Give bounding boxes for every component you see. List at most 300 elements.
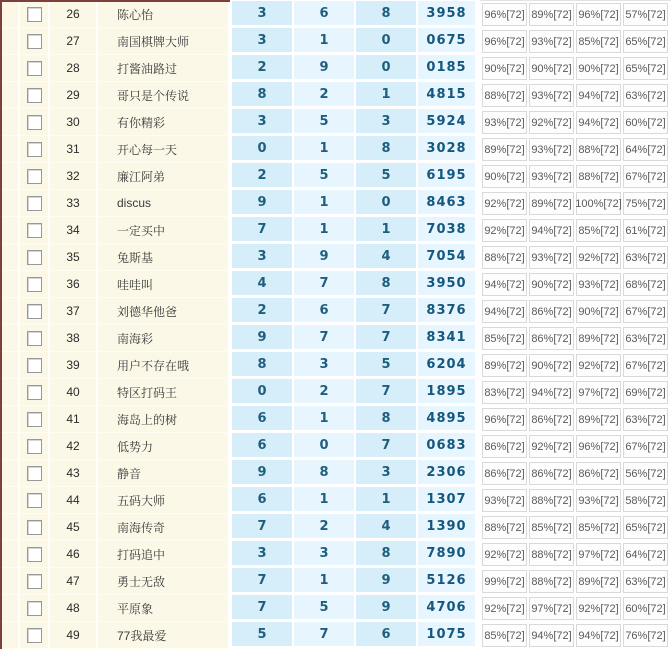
rank-number: 35 <box>66 250 80 264</box>
pct-value-2: 94%[72] <box>529 624 574 647</box>
pct-value-2: 92%[72] <box>529 435 574 458</box>
pct-value-1: 88%[72] <box>482 516 527 539</box>
pct-cell-1 <box>481 568 528 595</box>
pct-cell-3 <box>575 109 622 136</box>
code-cell <box>418 244 475 271</box>
digit-3: 6 <box>381 626 391 642</box>
rank-number: 36 <box>66 277 80 291</box>
pct-cell-2 <box>528 136 575 163</box>
pct-cell-3 <box>575 28 622 55</box>
table-row <box>2 595 671 622</box>
username-cell <box>98 109 228 136</box>
pct-value-4: 67%[72] <box>623 300 668 323</box>
pct-value-2: 93%[72] <box>529 84 574 107</box>
pct-value-4: 65%[72] <box>623 57 668 80</box>
digit-cell-1 <box>232 244 294 271</box>
digit-cell-3 <box>356 271 418 298</box>
row-checkbox[interactable] <box>27 574 42 589</box>
digit-cell-2 <box>294 28 356 55</box>
digit-cell-3 <box>356 514 418 541</box>
digit-3: 1 <box>381 491 391 507</box>
pct-cell-2 <box>528 541 575 568</box>
pct-value-3: 93%[72] <box>576 489 621 512</box>
row-checkbox[interactable] <box>27 196 42 211</box>
digit-3: 7 <box>381 437 391 453</box>
username: 一定买中 <box>117 223 166 238</box>
rank-cell <box>50 568 98 595</box>
pct-value-1: 94%[72] <box>482 273 527 296</box>
digit-cell-2 <box>294 163 356 190</box>
digit-cell-3 <box>356 568 418 595</box>
digit-cell-2 <box>294 1 356 28</box>
pct-value-3: 88%[72] <box>576 138 621 161</box>
pct-value-2: 90%[72] <box>529 273 574 296</box>
digit-cell-2 <box>294 190 356 217</box>
rank-cell <box>50 136 98 163</box>
table-row <box>2 379 671 406</box>
pct-cell-1 <box>481 352 528 379</box>
username-cell <box>98 568 228 595</box>
checkbox-cell <box>20 163 50 190</box>
row-left-margin <box>2 352 20 379</box>
digit-cell-1 <box>232 1 294 28</box>
table-row <box>2 514 671 541</box>
row-checkbox[interactable] <box>27 250 42 265</box>
digit-2: 5 <box>319 599 329 615</box>
pct-value-3: 96%[72] <box>576 3 621 26</box>
digit-cell-3 <box>356 433 418 460</box>
pct-value-4: 75%[72] <box>623 192 668 215</box>
rank-number: 49 <box>66 628 80 642</box>
table-row <box>2 460 671 487</box>
pct-cell-3 <box>575 406 622 433</box>
pct-value-1: 85%[72] <box>482 624 527 647</box>
code-number: 1307 <box>426 491 467 507</box>
pct-cell-2 <box>528 379 575 406</box>
username: 南海传奇 <box>117 520 166 535</box>
digit-cell-1 <box>232 298 294 325</box>
pct-cell-2 <box>528 352 575 379</box>
code-cell <box>418 136 475 163</box>
rank-cell <box>50 379 98 406</box>
pct-cell-3 <box>575 190 622 217</box>
row-left-margin <box>2 136 20 163</box>
pct-value-2: 86%[72] <box>529 462 574 485</box>
pct-value-3: 92%[72] <box>576 597 621 620</box>
username-cell <box>98 1 228 28</box>
row-checkbox[interactable] <box>27 628 42 643</box>
pct-value-3: 100%[72] <box>576 192 621 215</box>
code-cell <box>418 163 475 190</box>
pct-cell-4 <box>622 1 669 28</box>
digit-2: 5 <box>319 113 329 129</box>
username: 哥只是个传说 <box>117 88 190 103</box>
pct-cell-2 <box>528 568 575 595</box>
pct-value-1: 85%[72] <box>482 327 527 350</box>
row-checkbox[interactable] <box>27 34 42 49</box>
digit-2: 3 <box>319 356 329 372</box>
username-cell <box>98 136 228 163</box>
pct-cell-1 <box>481 460 528 487</box>
table-row <box>2 271 671 298</box>
digit-3: 4 <box>381 248 391 264</box>
digit-cell-1 <box>232 514 294 541</box>
digit-cell-1 <box>232 217 294 244</box>
row-checkbox[interactable] <box>27 88 42 103</box>
table-row <box>2 568 671 595</box>
checkbox-cell <box>20 352 50 379</box>
pct-value-4: 63%[72] <box>623 408 668 431</box>
pct-cell-2 <box>528 514 575 541</box>
pct-cell-1 <box>481 82 528 109</box>
digit-1: 3 <box>257 113 267 129</box>
checkbox-cell <box>20 595 50 622</box>
digit-2: 2 <box>319 518 329 534</box>
code-number: 6204 <box>426 356 467 372</box>
digit-cell-3 <box>356 190 418 217</box>
pct-cell-1 <box>481 163 528 190</box>
digit-cell-1 <box>232 595 294 622</box>
rank-number: 39 <box>66 358 80 372</box>
pct-cell-1 <box>481 190 528 217</box>
username: 打酱油路过 <box>117 61 178 76</box>
table-row <box>2 433 671 460</box>
checkbox-cell <box>20 190 50 217</box>
table-row <box>2 1 671 28</box>
digit-2: 7 <box>319 329 329 345</box>
pct-cell-4 <box>622 55 669 82</box>
digit-1: 9 <box>257 329 267 345</box>
pct-value-2: 89%[72] <box>529 192 574 215</box>
username-cell <box>98 82 228 109</box>
pct-value-1: 92%[72] <box>482 219 527 242</box>
row-checkbox[interactable] <box>27 61 42 76</box>
pct-cell-3 <box>575 568 622 595</box>
digit-cell-2 <box>294 541 356 568</box>
pct-value-1: 90%[72] <box>482 57 527 80</box>
row-left-margin <box>2 406 20 433</box>
rank-number: 47 <box>66 574 80 588</box>
pct-cell-1 <box>481 55 528 82</box>
row-checkbox[interactable] <box>27 115 42 130</box>
pct-cell-4 <box>622 28 669 55</box>
rank-number: 37 <box>66 304 80 318</box>
digit-cell-2 <box>294 109 356 136</box>
pct-value-4: 67%[72] <box>623 354 668 377</box>
row-checkbox[interactable] <box>27 547 42 562</box>
rank-number: 43 <box>66 466 80 480</box>
checkbox-cell <box>20 55 50 82</box>
rank-cell <box>50 244 98 271</box>
row-checkbox[interactable] <box>27 520 42 535</box>
table-row <box>2 352 671 379</box>
checkbox-cell <box>20 325 50 352</box>
pct-cell-3 <box>575 217 622 244</box>
code-number: 5126 <box>426 572 467 588</box>
pct-cell-2 <box>528 190 575 217</box>
pct-cell-1 <box>481 433 528 460</box>
pct-value-1: 96%[72] <box>482 408 527 431</box>
code-number: 1075 <box>426 626 467 642</box>
pct-value-3: 93%[72] <box>576 273 621 296</box>
row-checkbox[interactable] <box>27 412 42 427</box>
username-cell <box>98 190 228 217</box>
digit-3: 4 <box>381 518 391 534</box>
pct-cell-1 <box>481 298 528 325</box>
digit-cell-1 <box>232 568 294 595</box>
digit-cell-1 <box>232 82 294 109</box>
code-number: 0185 <box>426 59 467 75</box>
digit-cell-1 <box>232 622 294 649</box>
row-checkbox[interactable] <box>27 7 42 22</box>
username-cell <box>98 298 228 325</box>
pct-value-3: 90%[72] <box>576 57 621 80</box>
username-cell <box>98 406 228 433</box>
row-left-margin <box>2 163 20 190</box>
pct-cell-4 <box>622 541 669 568</box>
digit-cell-3 <box>356 487 418 514</box>
row-left-margin <box>2 82 20 109</box>
username-cell <box>98 460 228 487</box>
digit-2: 5 <box>319 167 329 183</box>
code-cell <box>418 109 475 136</box>
digit-3: 1 <box>381 221 391 237</box>
code-cell <box>418 352 475 379</box>
row-checkbox[interactable] <box>27 331 42 346</box>
pct-value-1: 96%[72] <box>482 30 527 53</box>
pct-value-2: 92%[72] <box>529 111 574 134</box>
checkbox-cell <box>20 379 50 406</box>
row-checkbox[interactable] <box>27 385 42 400</box>
username: 77我最爱 <box>117 628 167 643</box>
username: 陈心怡 <box>117 7 154 22</box>
checkbox-cell <box>20 568 50 595</box>
pct-value-2: 93%[72] <box>529 30 574 53</box>
rank-cell <box>50 406 98 433</box>
digit-cell-1 <box>232 379 294 406</box>
digit-cell-2 <box>294 217 356 244</box>
pct-value-3: 85%[72] <box>576 219 621 242</box>
row-left-margin <box>2 271 20 298</box>
pct-value-3: 88%[72] <box>576 165 621 188</box>
pct-value-4: 58%[72] <box>623 489 668 512</box>
digit-cell-3 <box>356 109 418 136</box>
table-row <box>2 109 671 136</box>
pct-cell-1 <box>481 514 528 541</box>
pct-cell-3 <box>575 325 622 352</box>
row-checkbox[interactable] <box>27 439 42 454</box>
pct-cell-1 <box>481 406 528 433</box>
digit-3: 5 <box>381 356 391 372</box>
username-cell <box>98 433 228 460</box>
pct-value-3: 97%[72] <box>576 381 621 404</box>
pct-value-4: 63%[72] <box>623 570 668 593</box>
code-cell <box>418 217 475 244</box>
row-checkbox[interactable] <box>27 142 42 157</box>
pct-cell-3 <box>575 460 622 487</box>
digit-2: 7 <box>319 275 329 291</box>
pct-value-4: 56%[72] <box>623 462 668 485</box>
pct-cell-4 <box>622 406 669 433</box>
pct-value-2: 86%[72] <box>529 327 574 350</box>
digit-3: 9 <box>381 599 391 615</box>
rank-cell <box>50 460 98 487</box>
digit-1: 0 <box>257 383 267 399</box>
code-number: 4815 <box>426 86 467 102</box>
pct-cell-3 <box>575 244 622 271</box>
code-number: 1390 <box>426 518 467 534</box>
table-row <box>2 190 671 217</box>
digit-cell-1 <box>232 460 294 487</box>
row-left-margin <box>2 28 20 55</box>
pct-cell-4 <box>622 595 669 622</box>
pct-cell-2 <box>528 406 575 433</box>
pct-value-4: 68%[72] <box>623 273 668 296</box>
row-left-margin <box>2 244 20 271</box>
pct-value-1: 86%[72] <box>482 462 527 485</box>
pct-value-4: 64%[72] <box>623 543 668 566</box>
pct-value-4: 76%[72] <box>623 624 668 647</box>
row-left-margin <box>2 379 20 406</box>
code-number: 2306 <box>426 464 467 480</box>
pct-cell-1 <box>481 244 528 271</box>
pct-value-1: 83%[72] <box>482 381 527 404</box>
checkbox-cell <box>20 1 50 28</box>
digit-2: 6 <box>319 5 329 21</box>
digit-cell-2 <box>294 487 356 514</box>
rank-cell <box>50 595 98 622</box>
pct-cell-2 <box>528 325 575 352</box>
rank-cell <box>50 514 98 541</box>
digit-3: 7 <box>381 302 391 318</box>
pct-value-1: 90%[72] <box>482 165 527 188</box>
pct-value-3: 97%[72] <box>576 543 621 566</box>
rank-number: 31 <box>66 142 80 156</box>
pct-value-1: 88%[72] <box>482 84 527 107</box>
pct-cell-1 <box>481 541 528 568</box>
rank-cell <box>50 433 98 460</box>
table-row <box>2 55 671 82</box>
pct-cell-3 <box>575 136 622 163</box>
pct-cell-2 <box>528 1 575 28</box>
rank-number: 38 <box>66 331 80 345</box>
checkbox-cell <box>20 298 50 325</box>
rank-number: 29 <box>66 88 80 102</box>
pct-cell-1 <box>481 487 528 514</box>
row-left-margin <box>2 325 20 352</box>
row-checkbox[interactable] <box>27 358 42 373</box>
digit-1: 7 <box>257 599 267 615</box>
username-cell <box>98 541 228 568</box>
digit-cell-1 <box>232 271 294 298</box>
pct-value-3: 89%[72] <box>576 570 621 593</box>
digit-1: 2 <box>257 167 267 183</box>
pct-cell-4 <box>622 460 669 487</box>
code-cell <box>418 298 475 325</box>
rank-number: 33 <box>66 196 80 210</box>
code-number: 3958 <box>426 5 467 21</box>
row-left-margin <box>2 622 20 649</box>
digit-cell-1 <box>232 352 294 379</box>
digit-cell-1 <box>232 136 294 163</box>
checkbox-cell <box>20 541 50 568</box>
row-checkbox[interactable] <box>27 466 42 481</box>
row-checkbox[interactable] <box>27 493 42 508</box>
pct-value-4: 64%[72] <box>623 138 668 161</box>
pct-value-2: 86%[72] <box>529 300 574 323</box>
row-checkbox[interactable] <box>27 277 42 292</box>
rank-cell <box>50 55 98 82</box>
username-cell <box>98 163 228 190</box>
pct-cell-4 <box>622 379 669 406</box>
pct-value-1: 96%[72] <box>482 3 527 26</box>
row-left-margin <box>2 55 20 82</box>
code-number: 0675 <box>426 32 467 48</box>
row-checkbox[interactable] <box>27 169 42 184</box>
checkbox-cell <box>20 622 50 649</box>
checkbox-cell <box>20 433 50 460</box>
username: 打码追中 <box>117 547 166 562</box>
row-checkbox[interactable] <box>27 601 42 616</box>
code-number: 8376 <box>426 302 467 318</box>
checkbox-cell <box>20 244 50 271</box>
pct-value-1: 93%[72] <box>482 111 527 134</box>
code-cell <box>418 55 475 82</box>
username: 静音 <box>117 466 142 481</box>
ranking-table <box>2 1 671 649</box>
pct-value-3: 85%[72] <box>576 516 621 539</box>
username-cell <box>98 514 228 541</box>
digit-2: 8 <box>319 464 329 480</box>
username-cell <box>98 325 228 352</box>
pct-cell-3 <box>575 163 622 190</box>
row-left-margin <box>2 595 20 622</box>
username-cell <box>98 379 228 406</box>
pct-value-3: 96%[72] <box>576 435 621 458</box>
rank-cell <box>50 1 98 28</box>
rank-cell <box>50 352 98 379</box>
digit-2: 1 <box>319 491 329 507</box>
code-number: 4895 <box>426 410 467 426</box>
digit-cell-3 <box>356 595 418 622</box>
pct-value-3: 89%[72] <box>576 408 621 431</box>
code-number: 4706 <box>426 599 467 615</box>
digit-cell-1 <box>232 487 294 514</box>
rank-number: 40 <box>66 385 80 399</box>
digit-cell-1 <box>232 406 294 433</box>
pct-value-1: 92%[72] <box>482 192 527 215</box>
pct-value-4: 65%[72] <box>623 30 668 53</box>
rank-number: 27 <box>66 34 80 48</box>
code-number: 3950 <box>426 275 467 291</box>
pct-cell-2 <box>528 298 575 325</box>
pct-cell-3 <box>575 298 622 325</box>
digit-2: 1 <box>319 140 329 156</box>
digit-cell-3 <box>356 460 418 487</box>
row-checkbox[interactable] <box>27 223 42 238</box>
username-cell <box>98 595 228 622</box>
code-number: 6195 <box>426 167 467 183</box>
pct-cell-3 <box>575 487 622 514</box>
row-checkbox[interactable] <box>27 304 42 319</box>
code-cell <box>418 1 475 28</box>
checkbox-cell <box>20 28 50 55</box>
pct-value-3: 89%[72] <box>576 327 621 350</box>
pct-grid-sliver <box>480 0 671 1</box>
pct-cell-3 <box>575 1 622 28</box>
pct-cell-4 <box>622 217 669 244</box>
digit-1: 7 <box>257 221 267 237</box>
